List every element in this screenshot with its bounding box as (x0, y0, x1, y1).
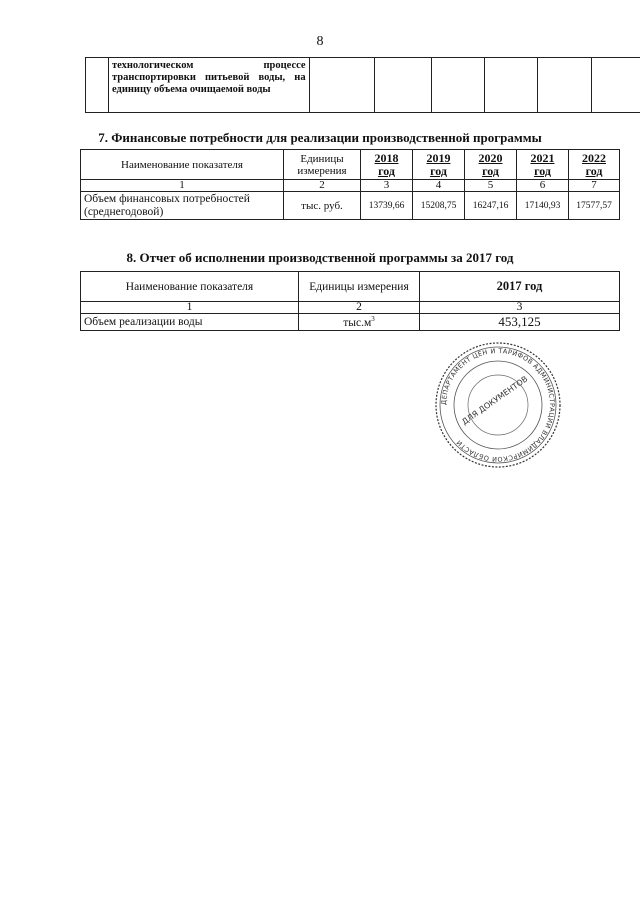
column-number: 6 (517, 180, 569, 192)
column-number: 2 (299, 302, 420, 314)
header-units: Единицы измерения (299, 272, 420, 302)
row-value: 13739,66 (361, 192, 413, 220)
column-number: 5 (465, 180, 517, 192)
row-value: 17577,57 (569, 192, 620, 220)
row-value: 15208,75 (413, 192, 465, 220)
header-units: Единицы измерения (284, 150, 361, 180)
table-cell (591, 58, 640, 113)
column-number: 4 (413, 180, 465, 192)
table-row (86, 58, 640, 113)
column-number: 1 (81, 302, 299, 314)
header-year: 2020 год (465, 150, 517, 180)
column-number: 1 (81, 180, 284, 192)
row-name: Объем финансовых потребностей (среднегодовой) (81, 192, 284, 220)
header-year: 2018 год (361, 150, 413, 180)
stamp-inner-text: ДЛЯ ДОКУМЕНТОВ (460, 374, 530, 427)
table-cell (431, 58, 484, 113)
column-number: 3 (420, 302, 620, 314)
header-year: 2017 год (420, 272, 620, 302)
table-row (81, 314, 620, 331)
table-cell (485, 58, 538, 113)
table-cell (375, 58, 431, 113)
financial-needs-table (80, 149, 620, 220)
row-value: 16247,16 (465, 192, 517, 220)
row-value: 453,125 (420, 314, 620, 331)
header-name: Наименование показателя (81, 150, 284, 180)
column-number-row (81, 180, 620, 192)
table-header-row (81, 272, 620, 302)
header-year: 2019 год (413, 150, 465, 180)
table-cell (538, 58, 591, 113)
column-number-row (81, 302, 620, 314)
row-unit: тыс. руб. (284, 192, 361, 220)
table-row (81, 192, 620, 220)
header-name: Наименование показателя (81, 272, 299, 302)
table-cell (309, 58, 375, 113)
column-number: 7 (569, 180, 620, 192)
continuation-description: технологическом процессе транспортировки питьевой воды, на единицу объема очищаемой воды (108, 58, 309, 113)
column-number: 2 (284, 180, 361, 192)
column-number: 3 (361, 180, 413, 192)
page-number: 8 (316, 34, 324, 49)
row-unit: $тыс.м^3$ (299, 314, 420, 331)
header-year: 2022 год (569, 150, 620, 180)
row-name: Объем реализации воды (81, 314, 299, 331)
section-8-title: 8. Отчет об исполнении производственной программы за 2017 год (126, 250, 514, 265)
header-year: 2021 год (517, 150, 569, 180)
continuation-table (85, 57, 640, 113)
row-value: 17140,93 (517, 192, 569, 220)
program-report-table (80, 271, 620, 331)
table-header-row (81, 150, 620, 180)
section-7-title: 7. Финансовые потребности для реализации производственной программы (98, 130, 542, 145)
official-stamp (433, 340, 563, 470)
table-cell (86, 58, 109, 113)
stamp-ring-text: ДЕПАРТАМЕНТ ЦЕН И ТАРИФОВ АДМИНИСТРАЦИИ ВЛАДИМИРСКОЙ ОБЛАСТИ (439, 346, 557, 464)
